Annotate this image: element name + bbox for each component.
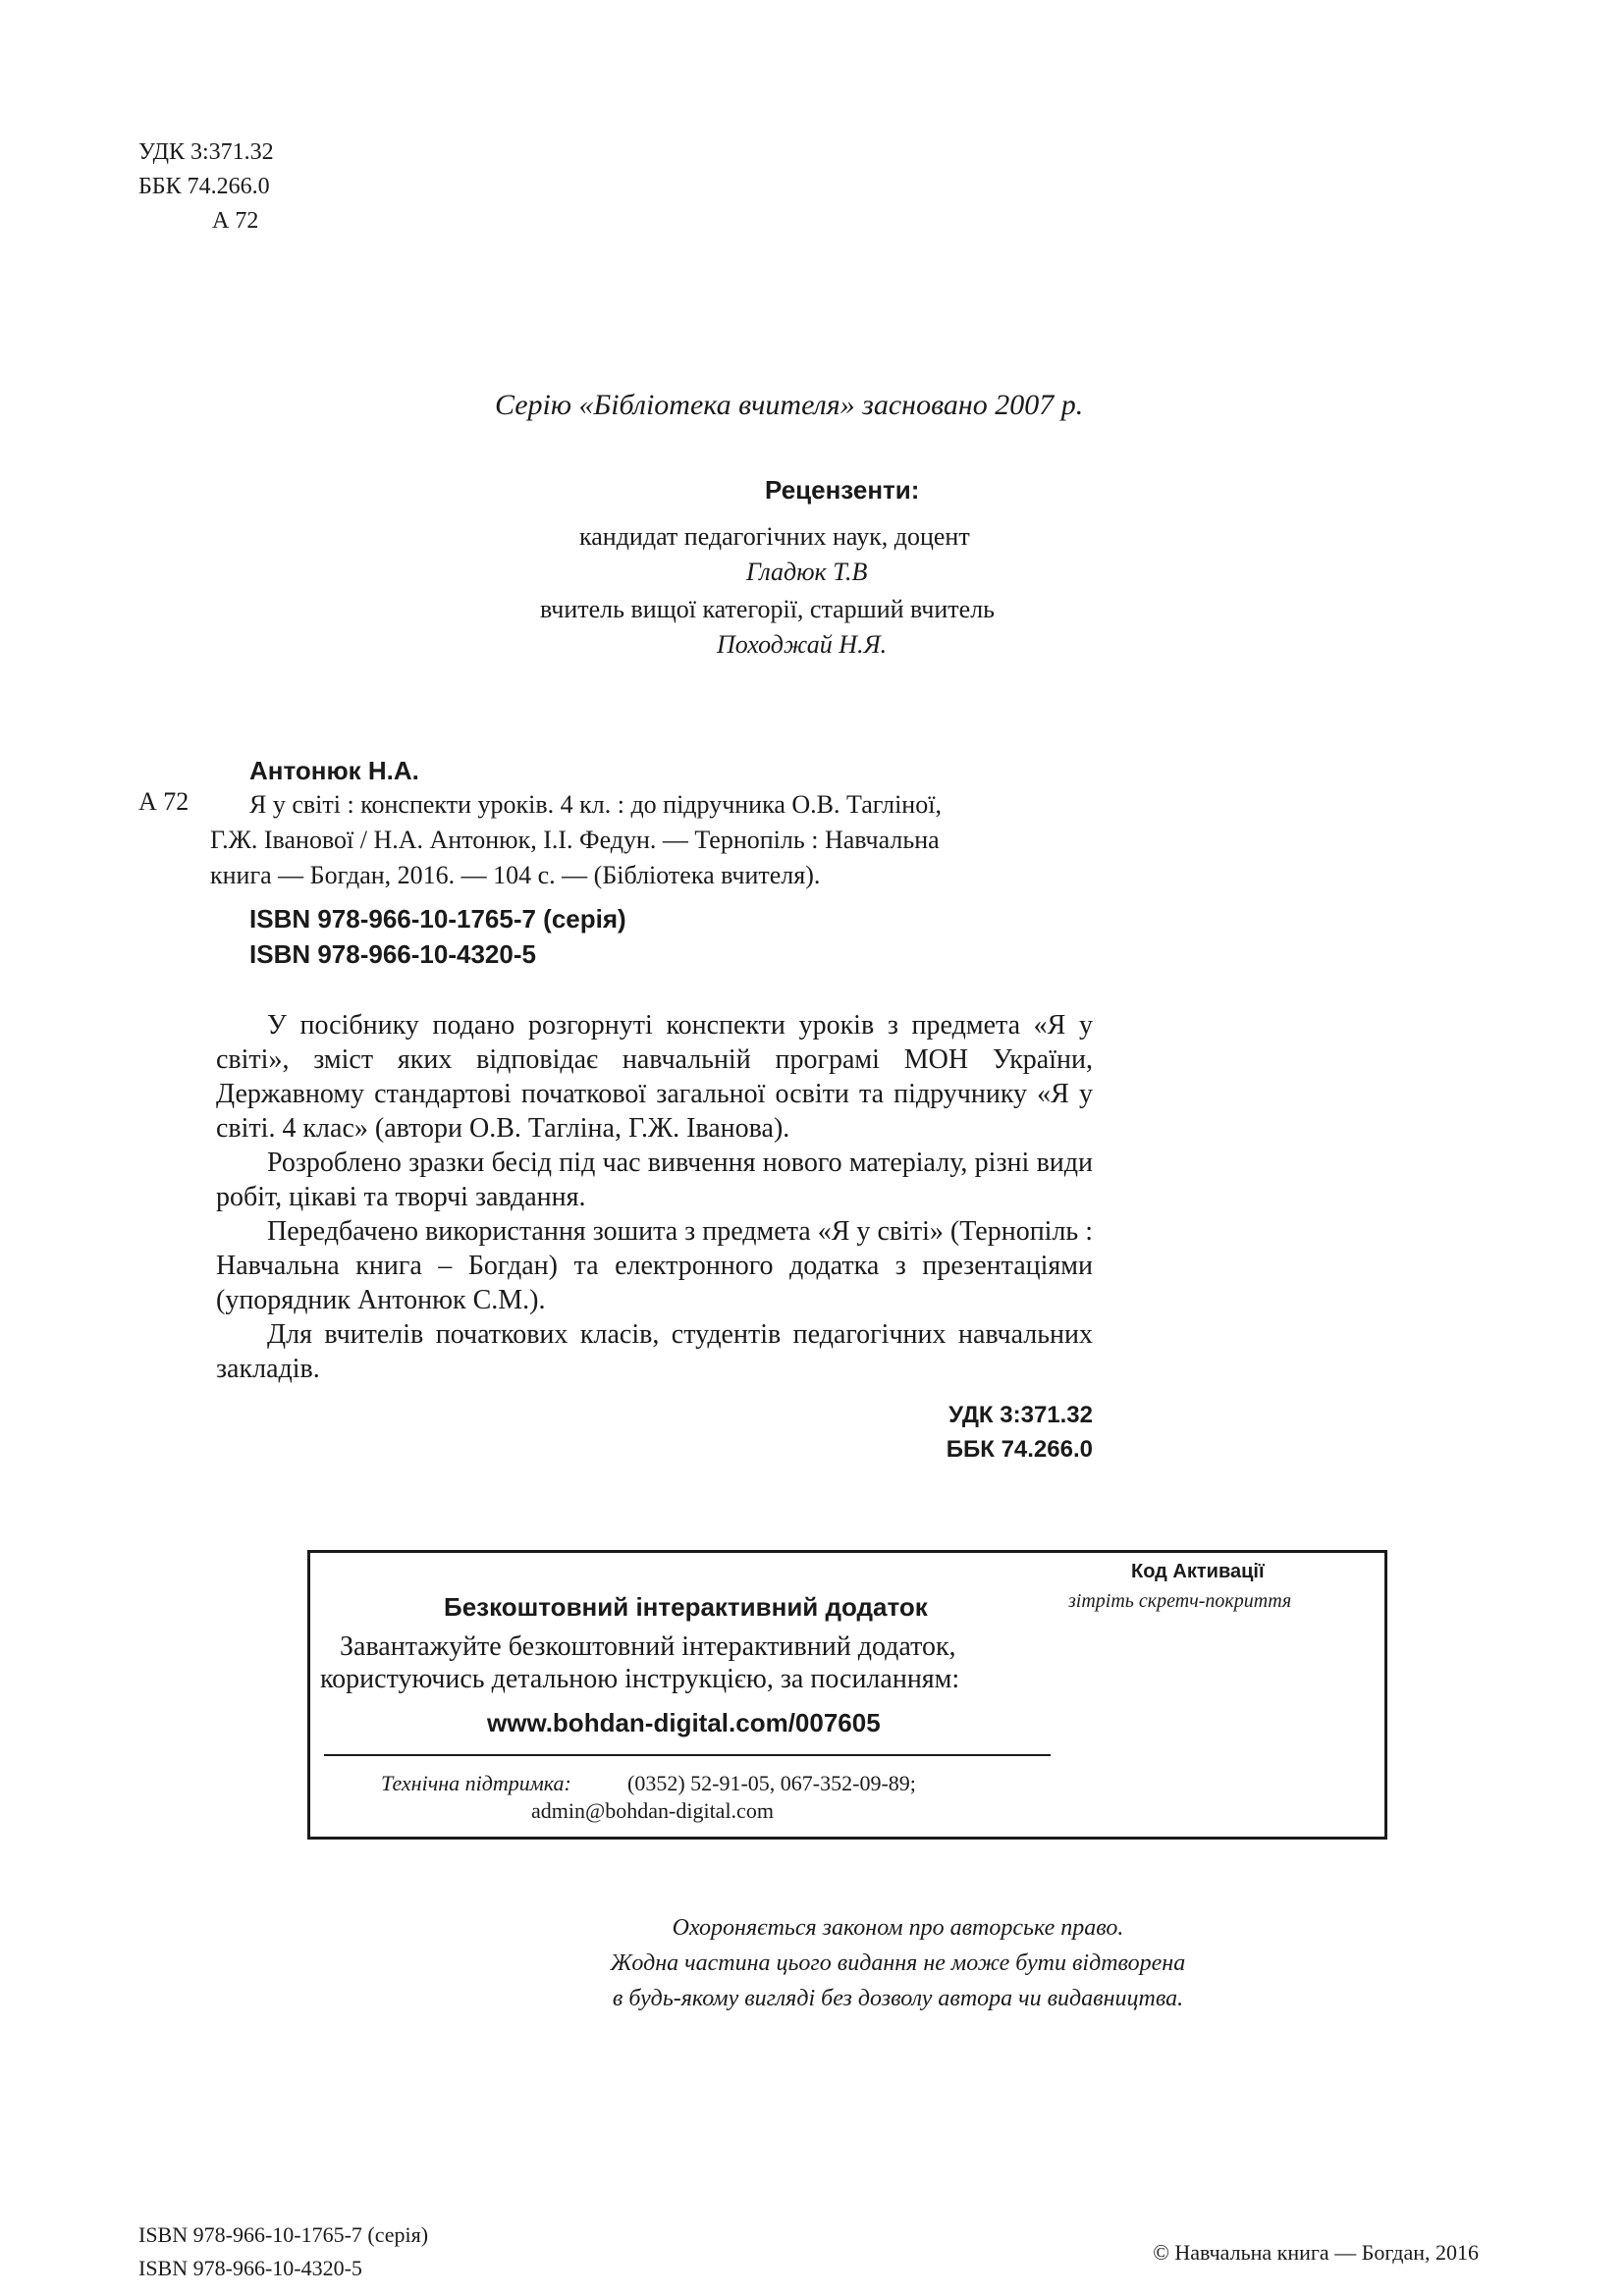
footer-copyright: © Навчальна книга — Богдан, 2016 (1153, 2240, 1479, 2265)
copyright-line-2: Жодна частина цього видання не може бути відтворена (610, 1950, 1186, 1976)
author-name: Антонюк Н.А. (249, 756, 419, 785)
copyright-line-3: в будь-якому вигляді без дозволу автора чи видавництва. (612, 1986, 1184, 2011)
bibliography-line-3: книга — Богдан, 2016. — 104 с. — (Бібліотека вчителя). (210, 861, 821, 889)
isbn-book: ISBN 978-966-10-4320-5 (249, 939, 536, 969)
divider-line (324, 1754, 1051, 1756)
reviewer-1-name: Гладюк Т.В (746, 558, 868, 586)
activation-code-title: Код Активації (1131, 1561, 1265, 1582)
udk-code-bold: УДК 3:371.32 (948, 1402, 1093, 1428)
activation-line-1: Завантажуйте безкоштовний інтерактивний додаток, (340, 1631, 956, 1662)
reviewer-1-title: кандидат педагогічних наук, доцент (579, 522, 970, 551)
abstract-paragraph: Розроблено зразки бесід під час вивчення нового матеріалу, різні види робіт, цікаві та творчі завдання. (216, 1148, 1093, 1212)
support-email[interactable]: admin@bohdan-digital.com (531, 1798, 774, 1823)
activation-title: Безкоштовний інтерактивний додаток (444, 1592, 928, 1622)
udk-code: УДК 3:371.32 (138, 139, 274, 165)
series-note: Серію «Бібліотека вчителя» засновано 2007 р. (495, 389, 1084, 421)
abstract-paragraph: Передбачено використання зошита з предмета «Я у світі» (Тернопіль : Навчальна книга – Богдан) та електронного додатка з презентаціями (упорядник Антонюк С.М.). (216, 1216, 1093, 1315)
abstract-paragraph: Для вчителів початкових класів, студентів педагогічних навчальних закладів. (216, 1319, 1093, 1384)
bbk-code: ББК 74.266.0 (138, 174, 270, 199)
abstract-paragraph: У посібнику подано розгорнуті конспекти уроків з предмета «Я у світі», зміст яких відповідає навчальній програмі МОН України, Державному стандартові початкової загальної освіти та підручнику «Я у світі. 4 клас» (автори О.В. Тагліна, Г.Ж. Іванова). (216, 1010, 1093, 1144)
author-mark: А 72 (212, 208, 259, 234)
activation-line-2: користуючись детальною інструкцією, за посиланням: (320, 1664, 960, 1694)
catalog-codes (138, 135, 274, 239)
udk-bbk-block (947, 1398, 1093, 1467)
activation-box (307, 1550, 1387, 1840)
activation-url[interactable]: www.bohdan-digital.com/007605 (487, 1708, 881, 1737)
bibliography-line-2: Г.Ж. Іванової / Н.А. Антонюк, І.І. Федун. — Тернопіль : Навчальна (210, 826, 940, 854)
footer-isbn-list (138, 2218, 428, 2285)
reviewers-heading: Рецензенти: (765, 475, 920, 505)
bibliography-record (210, 787, 942, 893)
support-phones: (0352) 52-91-05, 067-352-09-89; (627, 1771, 916, 1795)
bibliography-line-1: Я у світі : конспекти уроків. 4 кл. : до підручника О.В. Тагліної, (249, 790, 942, 819)
bibliography-label: А 72 (138, 787, 189, 816)
bbk-code-bold: ББК 74.266.0 (946, 1436, 1093, 1463)
footer-isbn-book: ISBN 978-966-10-4320-5 (138, 2256, 362, 2280)
support-label: Технічна підтримка: (381, 1771, 571, 1795)
activation-code-hint: зітріть скретч-покриття (1068, 1590, 1292, 1612)
copyright-line-1: Охороняється законом про авторське право. (672, 1915, 1124, 1941)
isbn-list (249, 901, 626, 972)
reviewer-2-name: Походжай Н.Я. (717, 630, 888, 659)
isbn-series: ISBN 978-966-10-1765-7 (серія) (249, 904, 626, 934)
abstract (216, 1008, 1093, 1386)
footer-isbn-series: ISBN 978-966-10-1765-7 (серія) (138, 2222, 429, 2247)
reviewer-2-title: вчитель вищої категорії, старший вчитель (540, 595, 996, 623)
copyright-notice (0, 1910, 1624, 2016)
